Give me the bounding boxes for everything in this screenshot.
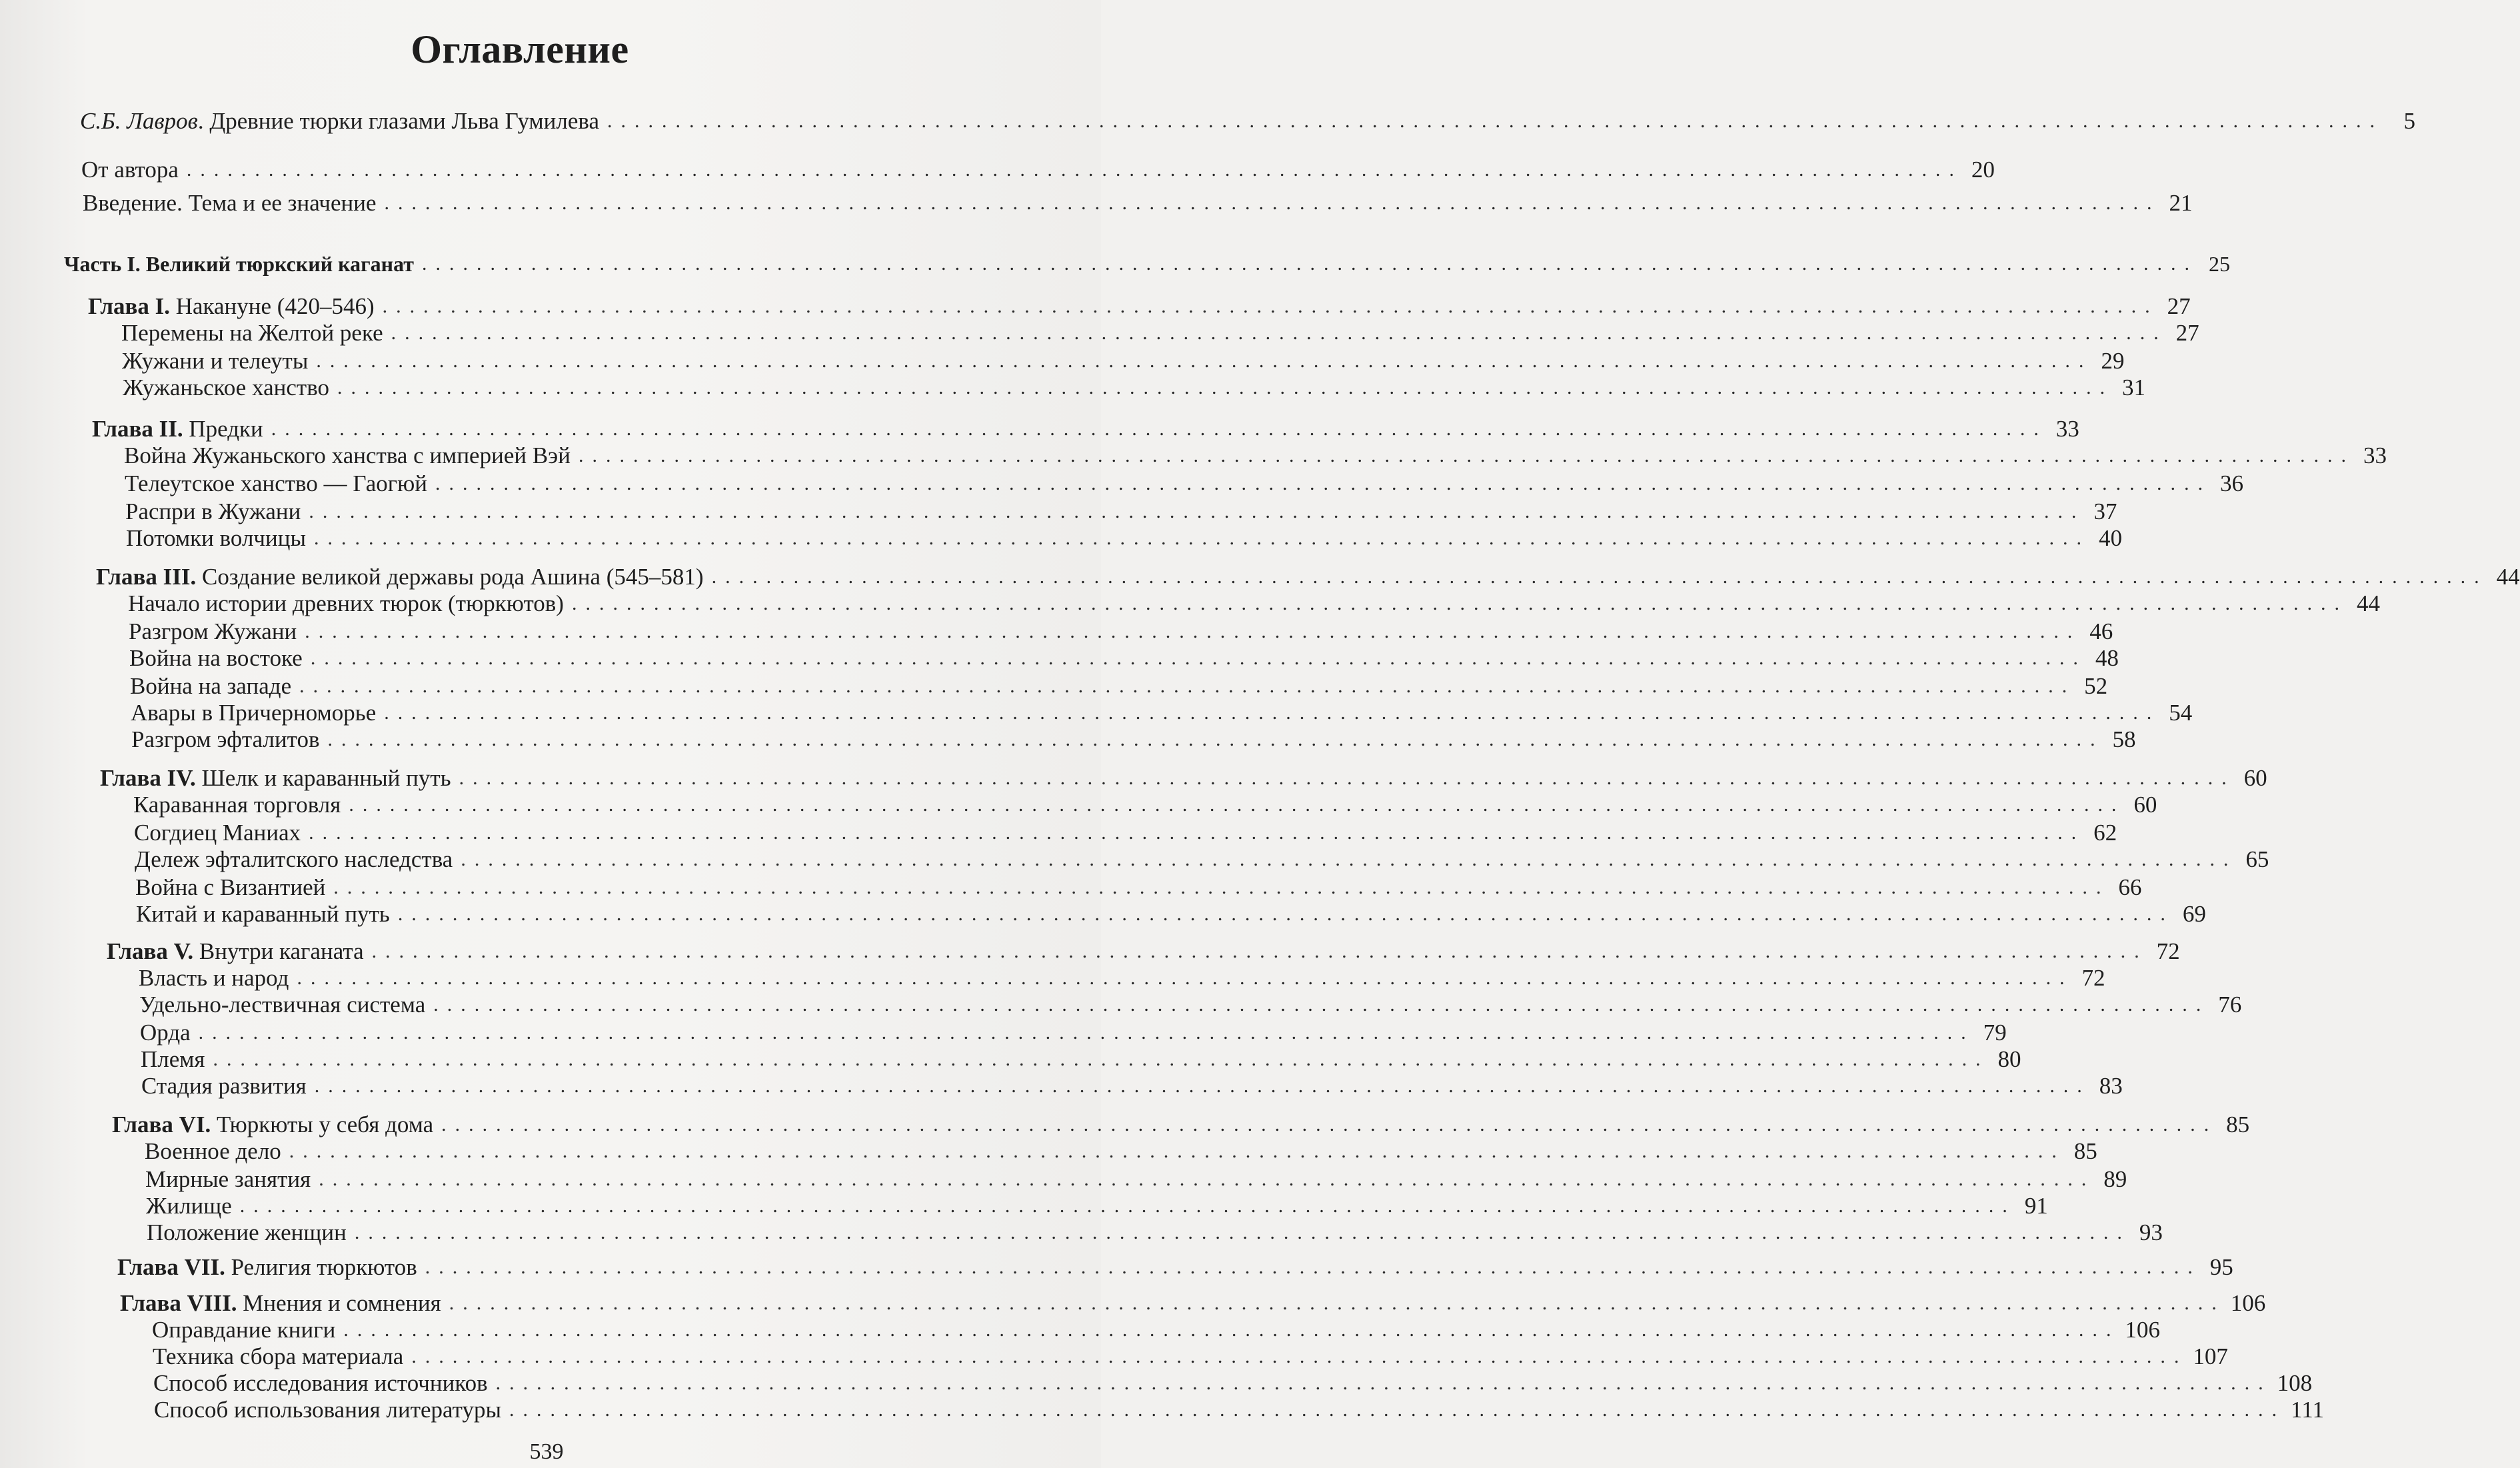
entry-page: 106 xyxy=(2125,1317,2160,1343)
entry-page: 76 xyxy=(2218,992,2242,1018)
entry-title: Жилище xyxy=(146,1193,232,1219)
entry-title: Шелк и караванный путь xyxy=(195,765,451,791)
dot-leader: .................................................................................................................................. xyxy=(433,994,2210,1016)
entry-page: 21 xyxy=(2169,190,2193,216)
toc-chapter xyxy=(112,1111,2250,1138)
entry-page: 60 xyxy=(2133,792,2157,818)
entry-title: Мирные занятия xyxy=(145,1166,311,1192)
chapter-number: Глава V. xyxy=(107,938,194,964)
dot-leader: .................................................................................................................................. xyxy=(337,376,2113,398)
toc-section xyxy=(135,846,2269,873)
entry-page: 85 xyxy=(2226,1111,2250,1137)
entry-title: Телеутское ханство — Гаогюй xyxy=(125,470,427,496)
entry-page: 93 xyxy=(2139,1219,2163,1245)
entry-page: 95 xyxy=(2209,1254,2233,1280)
toc-section xyxy=(129,645,2119,672)
entry-page: 80 xyxy=(1997,1046,2021,1072)
toc-section xyxy=(152,1317,2160,1343)
entry-page: 54 xyxy=(2169,700,2193,726)
entry-page: 83 xyxy=(2099,1073,2123,1099)
dot-leader: .................................................................................................................................. xyxy=(607,110,2383,132)
entry-title: Мнения и сомнения xyxy=(237,1290,441,1316)
page-title: Оглавление xyxy=(411,27,629,71)
entry-title: Стадия развития xyxy=(141,1073,307,1099)
dot-leader: .................................................................................................................................. xyxy=(239,1195,2016,1217)
dot-leader: .................................................................................................................................. xyxy=(316,350,2093,372)
chapter-number: Глава IV. xyxy=(100,765,196,791)
entry-title: Введение. Тема и ее значение xyxy=(83,190,377,216)
toc-chapter xyxy=(117,1254,2233,1281)
dot-leader: .................................................................................................................................. xyxy=(578,444,2355,466)
dot-leader: .................................................................................................................................. xyxy=(213,1048,1989,1070)
dot-leader: .................................................................................................................................. xyxy=(391,322,2167,344)
dot-leader: .................................................................................................................................. xyxy=(449,1292,2225,1314)
dot-leader: .................................................................................................................................. xyxy=(461,848,2237,870)
toc-section xyxy=(121,320,2199,347)
toc-section xyxy=(128,590,2380,617)
dot-leader: .................................................................................................................................. xyxy=(299,675,2076,697)
dot-leader: .................................................................................................................................. xyxy=(314,527,2090,549)
toc-section xyxy=(123,374,2145,401)
entry-page: 60 xyxy=(2243,765,2267,791)
entry-title: Жужаньское ханство xyxy=(123,374,329,400)
toc-section xyxy=(139,992,2242,1018)
toc-section xyxy=(147,1219,2163,1246)
chapter-number: Глава I. xyxy=(88,293,170,319)
entry-page: 91 xyxy=(2024,1193,2048,1219)
entry-page: 44 xyxy=(2496,564,2520,590)
entry-page: 106 xyxy=(2230,1290,2266,1316)
toc-entry xyxy=(80,108,2415,135)
entry-page: 46 xyxy=(2089,618,2113,644)
toc-section xyxy=(145,1138,2097,1165)
entry-title: Потомки волчицы xyxy=(126,525,306,551)
entry-page: 29 xyxy=(2101,348,2125,374)
entry-title: Внутри каганата xyxy=(193,938,364,964)
entry-title: Оправдание книги xyxy=(152,1317,336,1343)
toc-section xyxy=(140,1020,2007,1046)
dot-leader: .................................................................................................................................. xyxy=(319,1168,2095,1190)
dot-leader: .................................................................................................................................. xyxy=(384,702,2161,724)
toc-part xyxy=(64,251,2230,277)
toc-chapter xyxy=(92,416,2079,442)
toc-section xyxy=(141,1073,2123,1100)
dot-leader: .................................................................................................................................. xyxy=(571,592,2348,614)
entry-title: Орда xyxy=(140,1020,191,1046)
entry-title: Война с Византией xyxy=(135,874,326,900)
dot-leader: .................................................................................................................................. xyxy=(459,767,2235,789)
part-title: Часть I. Великий тюркский каганат xyxy=(64,252,414,276)
toc-section xyxy=(141,1046,2021,1073)
chapter-number: Глава VII. xyxy=(117,1254,225,1280)
entry-title: Разгром Жужани xyxy=(129,618,297,644)
dot-leader: .................................................................................................................................. xyxy=(411,1345,2188,1367)
toc-section xyxy=(145,1166,2127,1193)
toc-section xyxy=(122,348,2125,374)
dot-leader: .................................................................................................................................. xyxy=(384,192,2161,214)
toc-section xyxy=(133,792,2157,818)
entry-title: Военное дело xyxy=(145,1138,281,1164)
entry-page: 89 xyxy=(2103,1166,2127,1192)
entry-page: 108 xyxy=(2277,1370,2313,1396)
toc-section xyxy=(125,470,2243,497)
entry-page: 27 xyxy=(2175,320,2199,346)
toc-section xyxy=(134,820,2117,846)
toc-section xyxy=(131,700,2193,726)
dot-leader: .................................................................................................................................. xyxy=(327,728,2104,750)
entry-title: Война на западе xyxy=(130,673,292,699)
entry-title: Перемены на Желтой реке xyxy=(121,320,383,346)
entry-page: 40 xyxy=(2099,525,2122,551)
dot-leader: .................................................................................................................................. xyxy=(186,159,1963,181)
dot-leader: .................................................................................................................................. xyxy=(371,940,2148,962)
entry-page: 69 xyxy=(2182,901,2206,927)
dot-leader: .................................................................................................................................. xyxy=(271,418,2047,440)
dot-leader: .................................................................................................................................. xyxy=(397,903,2174,925)
toc-section xyxy=(126,525,2122,552)
toc-section xyxy=(125,498,2117,525)
dot-leader: .................................................................................................................................. xyxy=(309,822,2085,844)
dot-leader: .................................................................................................................................. xyxy=(198,1022,1975,1044)
toc-section xyxy=(139,965,2105,992)
entry-page: 36 xyxy=(2219,470,2243,496)
entry-title: Дележ эфталитского наследства xyxy=(135,846,453,872)
chapter-number: Глава VIII. xyxy=(120,1290,237,1316)
chapter-number: Глава II. xyxy=(92,416,183,442)
entry-page: 25 xyxy=(2208,252,2230,276)
page-number: 539 xyxy=(529,1439,564,1464)
chapter-number: Глава VI. xyxy=(112,1111,211,1137)
toc-section xyxy=(129,618,2113,645)
dot-leader: .................................................................................................................................. xyxy=(310,647,2087,669)
entry-page: 5 xyxy=(2403,108,2415,134)
toc-section xyxy=(146,1193,2048,1219)
entry-page: 44 xyxy=(2356,590,2380,616)
dot-leader: .................................................................................................................................. xyxy=(509,1399,2286,1421)
entry-page: 33 xyxy=(2363,442,2387,468)
dot-leader: .................................................................................................................................. xyxy=(382,295,2159,317)
entry-page: 20 xyxy=(1971,157,1995,183)
dot-leader: .................................................................................................................................. xyxy=(435,472,2211,494)
entry-page: 66 xyxy=(2118,874,2142,900)
dot-leader: .................................................................................................................................. xyxy=(495,1372,2272,1394)
toc-section xyxy=(124,442,2387,469)
entry-title: Согдиец Маниах xyxy=(134,820,301,846)
dot-leader: .................................................................................................................................. xyxy=(314,1075,2091,1097)
dot-leader: .................................................................................................................................. xyxy=(421,253,2198,275)
toc-chapter xyxy=(100,765,2267,792)
entry-title: Власть и народ xyxy=(139,965,289,991)
toc-chapter xyxy=(107,938,2180,965)
toc-section xyxy=(135,874,2142,901)
entry-page: 27 xyxy=(2167,293,2191,319)
dot-leader: .................................................................................................................................. xyxy=(349,794,2125,816)
entry-page: 111 xyxy=(2291,1397,2324,1423)
toc-chapter xyxy=(88,293,2191,320)
entry-page: 37 xyxy=(2093,498,2117,524)
dot-leader: .................................................................................................................................. xyxy=(343,1319,2120,1341)
dot-leader: .................................................................................................................................. xyxy=(289,1140,2065,1162)
entry-title: Война Жужаньского ханства с империей Вэй xyxy=(124,442,571,468)
entry-title: Создание великой державы рода Ашина (545–581) xyxy=(196,564,704,590)
toc-section xyxy=(153,1343,2228,1370)
chapter-number: Глава III. xyxy=(96,564,197,590)
entry-title: Китай и караванный путь xyxy=(136,901,390,927)
entry-page: 107 xyxy=(2193,1343,2228,1369)
author-name: С.Б. Лавров xyxy=(80,108,198,134)
toc-chapter xyxy=(96,564,2520,590)
toc-chapter xyxy=(120,1290,2266,1317)
entry-title: Племя xyxy=(141,1046,205,1072)
entry-page: 62 xyxy=(2093,820,2117,846)
dot-leader: .................................................................................................................................. xyxy=(441,1113,2218,1135)
dot-leader: .................................................................................................................................. xyxy=(333,876,2110,898)
entry-page: 72 xyxy=(2081,965,2105,991)
entry-title: Разгром эфталитов xyxy=(131,726,320,752)
entry-page: 65 xyxy=(2245,846,2269,872)
entry-title: Война на востоке xyxy=(129,645,303,671)
dot-leader: .................................................................................................................................. xyxy=(309,500,2085,522)
entry-title: Караванная торговля xyxy=(133,792,341,818)
dot-leader: .................................................................................................................................. xyxy=(305,620,2081,642)
entry-title: Способ исследования источников xyxy=(153,1370,488,1396)
entry-title: Способ использования литературы xyxy=(154,1397,502,1423)
entry-title: Религия тюркютов xyxy=(225,1254,417,1280)
entry-title: Положение женщин xyxy=(147,1219,347,1245)
entry-title: Распри в Жужани xyxy=(125,498,301,524)
dot-leader: .................................................................................................................................. xyxy=(711,566,2488,588)
entry-title: Авары в Причерноморье xyxy=(131,700,377,726)
entry-page: 79 xyxy=(1983,1020,2007,1046)
dot-leader: .................................................................................................................................. xyxy=(297,967,2073,989)
entry-page: 31 xyxy=(2122,374,2145,400)
entry-title: Тюркюты у себя дома xyxy=(211,1111,434,1137)
entry-page: 85 xyxy=(2073,1138,2097,1164)
entry-title: Предки xyxy=(183,416,263,442)
toc-section xyxy=(131,726,2136,753)
entry-title: . Древние тюрки глазами Льва Гумилева xyxy=(197,108,599,134)
entry-title: Удельно-лествичная система xyxy=(139,992,426,1018)
entry-page: 48 xyxy=(2095,645,2119,671)
entry-title: Накануне (420–546) xyxy=(169,293,375,319)
dot-leader: .................................................................................................................................. xyxy=(354,1221,2131,1243)
toc-section xyxy=(136,901,2206,928)
entry-title: От автора xyxy=(81,157,179,183)
entry-page: 72 xyxy=(2156,938,2180,964)
toc-section xyxy=(153,1370,2313,1397)
dot-leader: .................................................................................................................................. xyxy=(425,1256,2201,1278)
entry-page: 58 xyxy=(2112,726,2136,752)
toc-section xyxy=(154,1397,2324,1423)
entry-title: Начало истории древних тюрок (тюркютов) xyxy=(128,590,564,616)
entry-page: 33 xyxy=(2055,416,2079,442)
entry-title: Техника сбора материала xyxy=(153,1343,404,1369)
toc-section xyxy=(130,673,2108,700)
entry-title: Жужани и телеуты xyxy=(122,348,309,374)
toc-entry xyxy=(81,157,1995,183)
entry-page: 52 xyxy=(2084,673,2108,699)
toc-entry xyxy=(83,190,2193,217)
